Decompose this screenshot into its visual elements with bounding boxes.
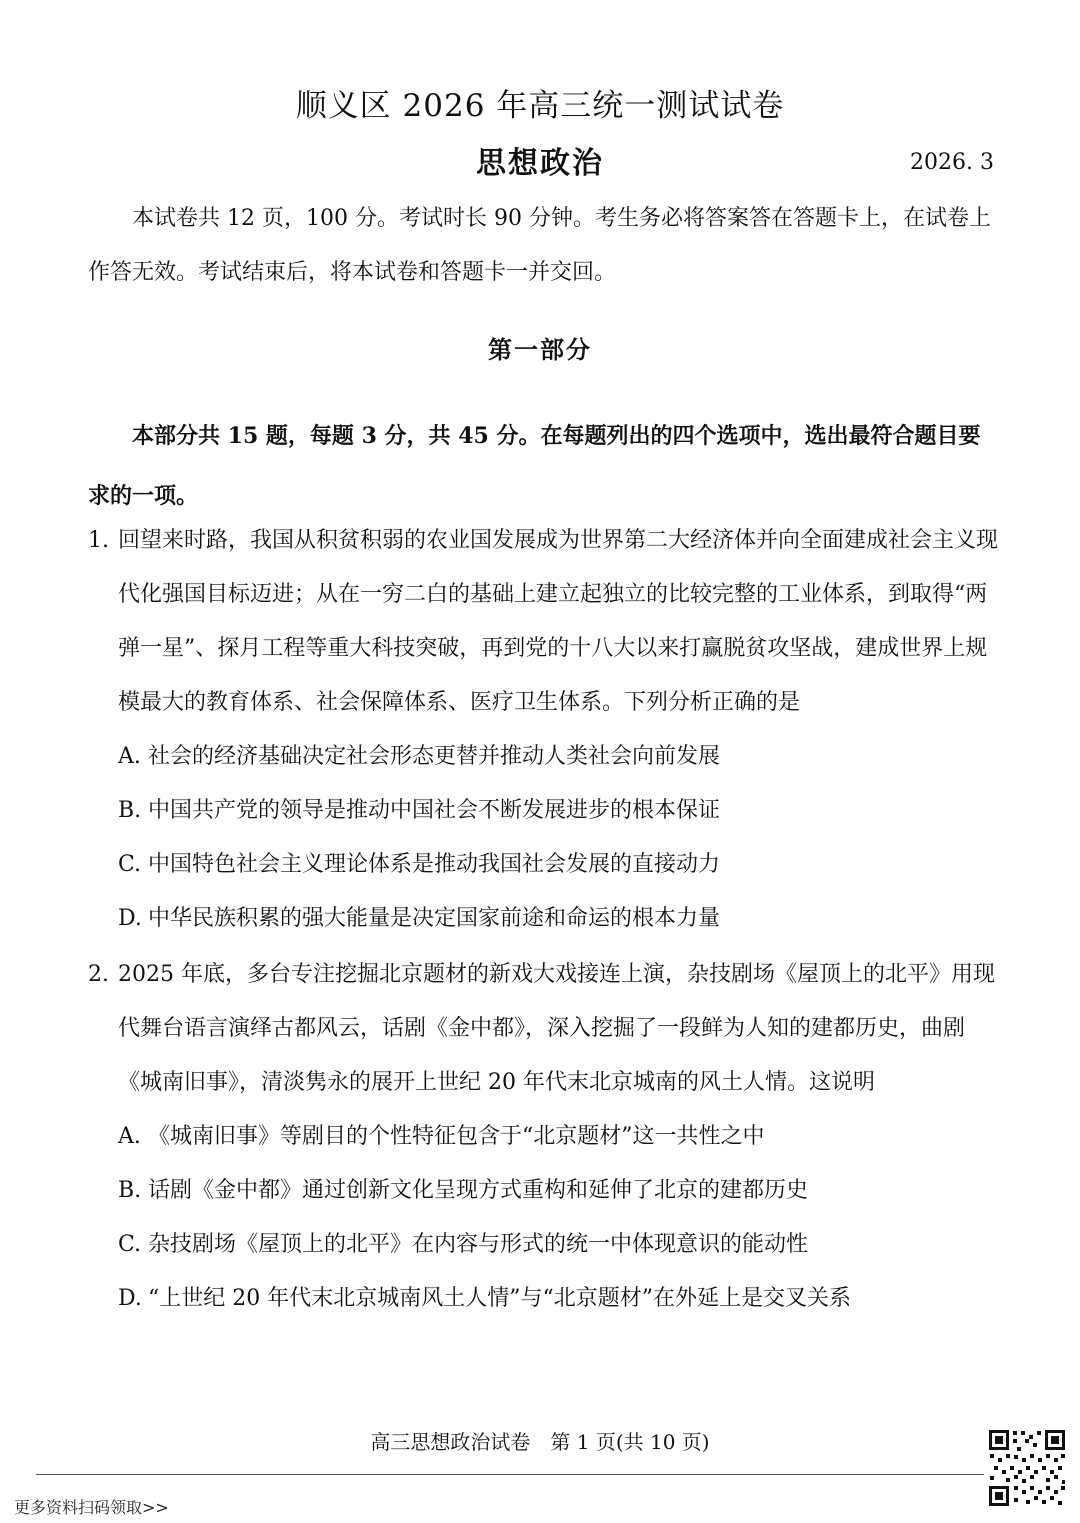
option-text: 中国特色社会主义理论体系是推动我国社会发展的直接动力 bbox=[148, 852, 721, 877]
option-text: “上世纪 20 年代末北京城南风土人情”与“北京题材”在外延上是交叉关系 bbox=[148, 1286, 851, 1311]
exam-instructions: 本试卷共 12 页，100 分。考试时长 90 分钟。考生务必将答案答在答题卡上，在试卷上作答无效。考试结束后，将本试卷和答题卡一并交回。 bbox=[88, 206, 991, 285]
option-1b bbox=[118, 784, 720, 838]
option-text: 话剧《金中都》通过创新文化呈现方式重构和延伸了北京的建都历史 bbox=[148, 1178, 809, 1203]
option-label: C. bbox=[118, 852, 142, 877]
qr-code-icon[interactable] bbox=[987, 1428, 1067, 1508]
option-label: A. bbox=[118, 744, 141, 769]
option-label: D. bbox=[118, 906, 142, 931]
option-1d bbox=[118, 892, 720, 946]
exam-title: 顺义区 2026 年高三统一测试试卷 bbox=[295, 88, 785, 124]
subject-title: 思想政治 bbox=[476, 146, 604, 181]
option-2c bbox=[118, 1218, 808, 1272]
option-1a bbox=[118, 730, 720, 784]
option-2d bbox=[118, 1272, 851, 1326]
question-stem: 回望来时路，我国从积贫积弱的农业国发展成为世界第二大经济体并向全面建成社会主义现代化强国目标迈进；从在一穷二白的基础上建立起独立的比较完整的工业体系，到取得“两弹一星”、探月工程等重大科技突破，再到党的十八大以来打赢脱贫攻坚战，建成世界上规模最大的教育体系、社会保障体系、医疗卫生体系。下列分析正确的是 bbox=[118, 528, 999, 715]
option-text: 《城南旧事》等剧目的个性特征包含于“北京题材”这一共性之中 bbox=[148, 1124, 765, 1149]
option-label: B. bbox=[118, 1178, 142, 1203]
option-label: D. bbox=[118, 1286, 142, 1311]
option-text: 中国共产党的领导是推动中国社会不断发展进步的根本保证 bbox=[148, 798, 721, 823]
part-instruction: 本部分共 15 题，每题 3 分，共 45 分。在每题列出的四个选项中，选出最符合题目要求的一项。 bbox=[88, 423, 981, 509]
page-footer: 高三思想政治试卷 第 1 页(共 10 页) bbox=[370, 1430, 710, 1454]
footer-divider bbox=[36, 1474, 984, 1475]
option-1c bbox=[118, 838, 720, 892]
more-resources-link[interactable]: 更多资料扫码领取>> bbox=[14, 1498, 169, 1517]
option-label: B. bbox=[118, 798, 142, 823]
option-2b bbox=[118, 1164, 808, 1218]
question-number: 2. bbox=[88, 962, 109, 987]
option-text: 社会的经济基础决定社会形态更替并推动人类社会向前发展 bbox=[148, 744, 721, 769]
option-text: 杂技剧场《屋顶上的北平》在内容与形式的统一中体现意识的能动性 bbox=[148, 1232, 809, 1257]
question-stem: 2025 年底，多台专注挖掘北京题材的新戏大戏接连上演，杂技剧场《屋顶上的北平》用现代舞台语言演绎古都风云，话剧《金中都》，深入挖掘了一段鲜为人知的建都历史，曲剧《城南旧事》，清淡隽永的展开上世纪 20 年代末北京城南的风土人情。这说明 bbox=[118, 962, 995, 1095]
option-2a bbox=[118, 1110, 765, 1164]
exam-date: 2026. 3 bbox=[910, 150, 994, 175]
question-number: 1. bbox=[88, 528, 109, 553]
option-label: C. bbox=[118, 1232, 142, 1257]
option-text: 中华民族积累的强大能量是决定国家前途和命运的根本力量 bbox=[148, 906, 721, 931]
question-1 bbox=[88, 514, 1000, 730]
part-title: 第一部分 bbox=[488, 335, 592, 364]
option-label: A. bbox=[118, 1124, 141, 1149]
question-2 bbox=[88, 948, 1000, 1110]
